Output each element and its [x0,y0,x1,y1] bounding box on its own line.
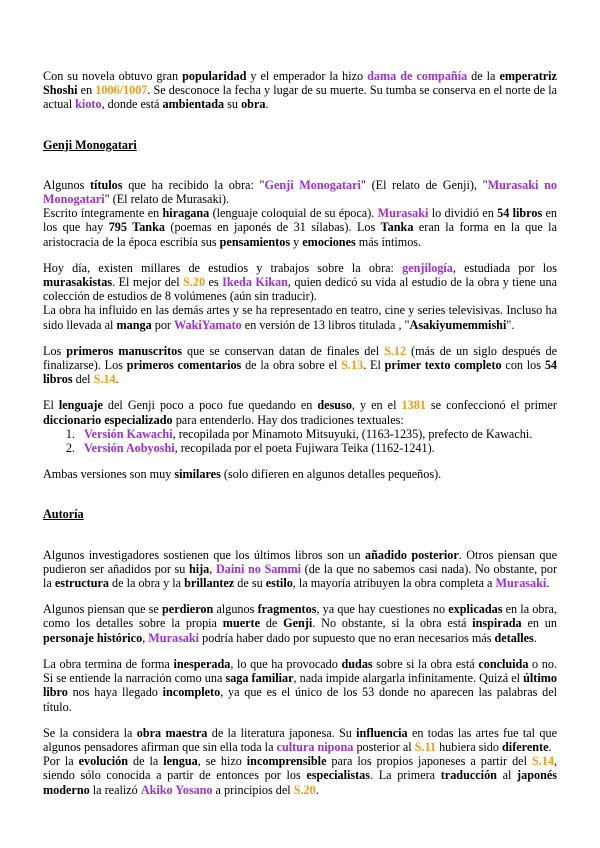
heading-genji-monogatari: Genji Monogatari [43,137,137,152]
document-page [43,69,557,797]
paragraph-titles: Algunos títulos que ha recibido la obra: "Genji Monogatari" (El relato de Genji), "Murasaki no Monogatari" (El relato de Murasaki). [43,177,557,207]
paragraph-similar-versions: Ambas versiones son muy similares (solo difieren en algunos detalles pequeños). [43,467,442,482]
list-item: 1. Versión Kawachi, recopilada por Minamoto Mitsuyuki, (1163-1235), prefecto de Kawachi. [78,427,557,441]
list-item: 2. Versión Aobyoshi, recopilada por el poeta Fujiwara Teika (1162-1241). [78,441,557,455]
textual-traditions-list [43,427,557,455]
heading-autoria: Autoría [43,507,84,522]
paragraph-language: El lenguaje del Genji poco a poco fue quedando en desuso, y en el 1381 se confeccionó el primer diccionario especializado para entenderlo. Hay dos tradiciones textuales: [43,398,557,427]
paragraph-biography: Con su novela obtuvo gran popularidad y el emperador la hizo dama de compañía de la emperatriz Shoshi en 1006/1007. Se desconoce la fecha y lugar de su muerte. Su tumba se conserva en el norte de la actual kioto, donde está ambientada su obra. [43,69,557,112]
paragraph-masterpiece: Se la considera la obra maestra de la literatura japonesa. Su influencia en todas las artes fue tal que algunos pensadores afirman que sin ella toda la cultura nipona posterior al S.11 hubiera sido diferente. [43,725,557,754]
paragraph-ending: La obra termina de forma inesperada, lo que ha provocado dudas sobre si la obra está concluida o no. Si se entiende la narración como una saga familiar, nada impide alargarla infinitamente. Quizá el último libro nos haya llegado incompleto, ya que es el único de los 53 donde no aparecen las palabras del título. [43,656,558,714]
paragraph-influence: La obra ha influido en las demás artes y se ha representado en teatro, cine y series televisivas. Incluso ha sido llevada al manga por WakiYamato en versión de 13 libros titulada , "Asakiyumemmishi". [43,303,557,332]
paragraph-hiragana: Escrito íntegramente en hiragana (lenguaje coloquial de su época). Murasaki lo dividió en 54 libros en los que hay 795 Tanka (poemas en japonés de 31 sílabas). Los Tanka eran la forma en la que la aristocracia de la época escribía sus pensamientos y emociones más íntimos. [43,206,557,249]
paragraph-studies: Hoy día, existen millares de estudios y trabajos sobre la obra: genjilogía, estudiada por los murasakistas. El mejor del S.20 es Ikeda Kikan, quien dedicó su vida al estudio de la obra y tiene una colección de estudios de 8 volúmenes (aún sin traducir). [43,260,557,304]
paragraph-lost-fragments: Algunos piensan que se perdieron algunos fragmentos, ya que hay cuestiones no explicadas en la obra, como los detalles sobre la propia muerte de Genji. No obstante, si la obra está inspirada en un personaje histórico, Murasaki podría haber dado por supuesto que no eran necesarios más detalles. [43,602,557,645]
paragraph-evolution: Por la evolución de la lengua, se hizo incomprensible para los propios japoneses a partir del S.14, siendo sólo conocida a partir de entonces por los especialistas. La primera traducción al japonés moderno la realizó Akiko Yosano a principios del S.20. [43,754,558,797]
paragraph-manuscripts: Los primeros manuscritos que se conservan datan de finales del S.12 (más de un siglo después de finalizarse). Los primeros comentarios de la obra sobre el S.13. El primer texto completo con los 54 libros del S.14. [43,343,557,387]
paragraph-authorship: Algunos investigadores sostienen que los últimos libros son un añadido posterior. Otros piensan que pudieron ser añadidos por su hija, Daini no Sammi (de la que no sabemos casi nada). No obstante, por la estructura de la obra y la brillantez de su estilo, la mayoría atribuyen la obra completa a Murasaki. [43,547,558,591]
